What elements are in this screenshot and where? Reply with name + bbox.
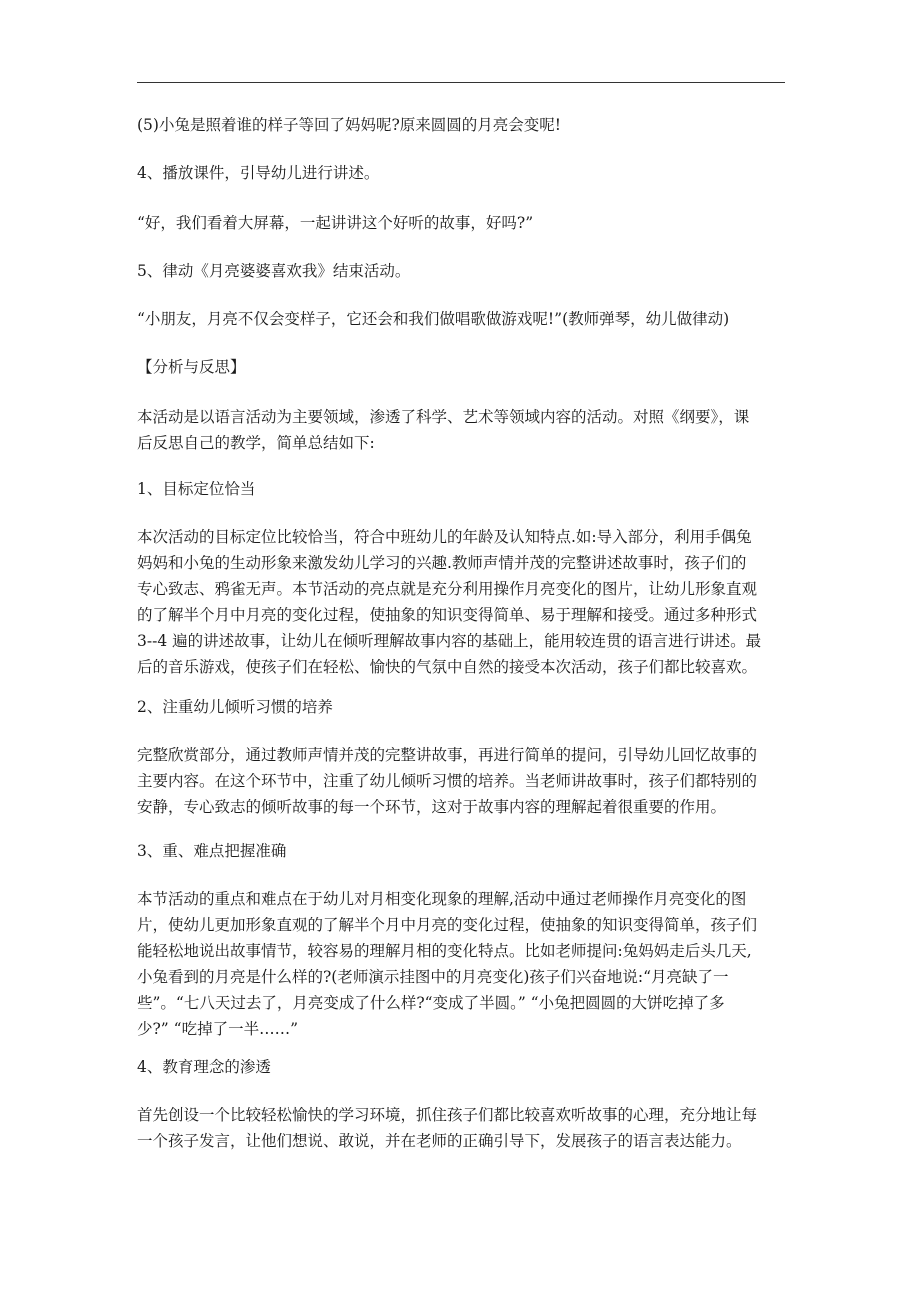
text-line: 后反思自己的教学，简单总结如下: (137, 434, 375, 452)
text-line: 4、教育理念的渗透 (137, 1058, 271, 1076)
text-line: 2、注重幼儿倾听习惯的培养 (137, 698, 333, 716)
step-4-heading (137, 160, 787, 186)
text-line: 完整欣赏部分，通过教师声情并茂的完整讲故事，再进行简单的提问，引导幼儿回忆故事的 (137, 746, 758, 764)
text-line: 后的音乐游戏，使孩子们在轻松、愉快的气氛中自然的接受本次活动，孩子们都比较喜欢。 (137, 658, 758, 676)
text-line: 专心致志、鸦雀无声。本节活动的亮点就是充分利用操作月亮变化的图片，让幼儿形象直观 (137, 580, 758, 598)
section-heading-analysis (137, 354, 787, 380)
subheading-4 (137, 1054, 787, 1080)
text-line: 5、律动《月亮婆婆喜欢我》结束活动。 (137, 262, 411, 280)
text-line: 一个孩子发言，让他们想说、敢说，并在老师的正确引导下，发展孩子的语言表达能力。 (137, 1132, 742, 1150)
text-line: 安静，专心致志的倾听故事的每一个环节，这对于故事内容的理解起着很重要的作用。 (137, 798, 727, 816)
step-5-heading (137, 258, 787, 284)
text-line: (5)小兔是照着谁的样子等回了妈妈呢?原来圆圆的月亮会变呢! (137, 116, 561, 134)
text-line: 首先创设一个比较轻松愉快的学习环境，抓住孩子们都比较喜欢听故事的心理，充分地让每 (137, 1106, 758, 1124)
text-line: 片，使幼儿更加形象直观的了解半个月中月亮的变化过程，使抽象的知识变得简单，孩子们 (137, 916, 758, 934)
paragraph-goal (137, 524, 787, 680)
text-line: 3--4 遍的讲述故事，让幼儿在倾听理解故事内容的基础上，能用较连贯的语言进行讲述。最 (137, 632, 762, 650)
paragraph-listening (137, 742, 787, 820)
text-line: “小朋友，月亮不仅会变样子，它还会和我们做唱歌做游戏呢!”(教师弹琴，幼儿做律动) (137, 310, 730, 328)
text-line: 1、目标定位恰当 (137, 480, 256, 498)
paragraph-philosophy (137, 1102, 787, 1154)
text-line: 【分析与反思】 (137, 358, 246, 376)
subheading-1 (137, 476, 787, 502)
text-line: 主要内容。在这个环节中，注重了幼儿倾听习惯的培养。当老师讲故事时，孩子们都特别的 (137, 772, 758, 790)
text-line: 本次活动的目标定位比较恰当，符合中班幼儿的年龄及认知特点.如:导入部分，利用手偶兔 (137, 528, 752, 546)
header-rule (137, 82, 785, 83)
text-line: 本活动是以语言活动为主要领域，渗透了科学、艺术等领域内容的活动。对照《纲要》，课 (137, 408, 750, 426)
text-line: 少?” “吃掉了一半……” (137, 1020, 299, 1038)
quote-teacher-2 (137, 306, 787, 332)
text-line: 本节活动的重点和难点在于幼儿对月相变化现象的理解,活动中通过老师操作月亮变化的图 (137, 890, 747, 908)
text-line: 小兔看到的月亮是什么样的?(老师演示挂图中的月亮变化)孩子们兴奋地说:“月亮缺了一 (137, 968, 729, 986)
text-line: 能轻松地说出故事情节，较容易的理解月相的变化特点。比如老师提问:兔妈妈走后头几天, (137, 942, 752, 960)
text-line: 妈妈和小兔的生动形象来激发幼儿学习的兴趣.教师声情并茂的完整讲述故事时，孩子们的 (137, 554, 747, 572)
text-line: “好，我们看着大屏幕，一起讲讲这个好听的故事，好吗?” (137, 214, 534, 232)
text-line: 4、播放课件，引导幼儿进行讲述。 (137, 164, 380, 182)
text-line: 的了解半个月中月亮的变化过程，使抽象的知识变得简单、易于理解和接受。通过多种形式 (137, 606, 758, 624)
text-line: 3、重、难点把握准确 (137, 842, 287, 860)
subheading-3 (137, 838, 787, 864)
subheading-2 (137, 694, 787, 720)
text-line: 些”。“七八天过去了，月亮变成了什么样?“变成了半圆。” “小兔把圆圆的大饼吃掉了多 (137, 994, 725, 1012)
quote-teacher-1 (137, 210, 787, 236)
paragraph-item-5 (137, 112, 787, 138)
paragraph-keypoints (137, 886, 787, 1042)
paragraph-intro (137, 404, 787, 456)
